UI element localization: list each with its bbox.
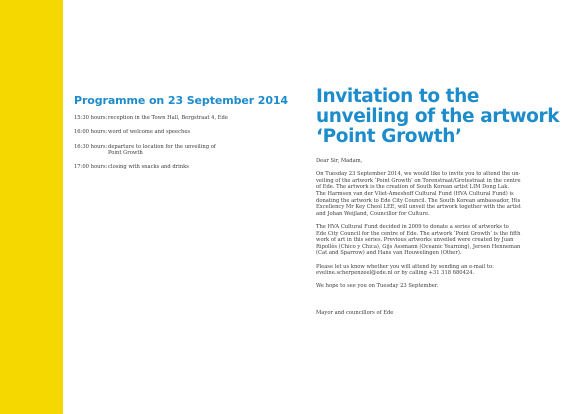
paragraph-fund-series: [316, 223, 521, 257]
programme-item: [74, 164, 274, 171]
invitation-title-line: unveiling of the artwork: [316, 106, 560, 127]
paragraph-line: veiling of the artwork ‘Point Growth’ on Torenstraat/Grotestraat in the centre: [316, 177, 521, 184]
paragraph-line: The HVA Cultural Fund decided in 2009 to donate a series of artworks to: [316, 223, 509, 230]
paragraph-line: work of art in this series. Previous artworks unveiled were created by Juan: [316, 237, 514, 244]
programme-time: 16:00 hours:: [74, 129, 108, 136]
programme-description-line: Point Growth: [108, 150, 143, 157]
programme-title: Programme on 23 September 2014: [74, 94, 288, 107]
salutation: Dear Sir, Madam,: [316, 158, 363, 164]
paragraph-invitation: [316, 171, 521, 217]
programme-description-line: closing with snacks and drinks: [108, 164, 189, 171]
paragraph-line: Ede City Council for the centre of Ede. The artwork ‘Point Growth’ is the fifth: [316, 230, 521, 237]
invitation-section: [316, 86, 560, 323]
paragraph-line: Ripollès (Chico y Chica), Gijs Assmann (Oceanic Yearning), Jeroen Henneman: [316, 243, 521, 250]
paragraph-line: and Johan Weijland, Councillor for Culture.: [316, 210, 430, 217]
paragraph-line: donating the artwork to Ede City Council. The South Korean ambassador, His: [316, 197, 521, 204]
programme-time: 16:30 hours:: [74, 143, 108, 150]
paragraph-line: Please let us know whether you will attend by sending an e-mail to:: [316, 263, 494, 270]
closing-line: We hope to see you on Tuesday 23 September.: [316, 283, 439, 290]
programme-description: [108, 164, 258, 171]
programme-time: 15:30 hours:: [74, 115, 108, 121]
invitation-title-line: Invitation to the: [316, 86, 480, 107]
programme-description-line: departure to location for the unveiling of: [108, 143, 216, 150]
programme-item: [74, 115, 274, 122]
signature: Mayor and councillors of Ede: [316, 309, 394, 316]
programme-description-line: word of welcome and speeches: [108, 129, 191, 136]
paragraph-line: On Tuesday 23 September 2014, we would like to invite you to attend the un-: [316, 171, 521, 178]
programme-description: [108, 115, 258, 122]
paragraph-line: Excellency Mr Key Cheol LEE, will unveil the artwork together with the artist: [316, 204, 521, 211]
programme-time: 17:00 hours:: [74, 164, 108, 171]
invitation-title-line: ‘Point Growth’: [316, 126, 462, 147]
paragraph-line: eveline.scherpenzeel@ede.nl or by calling +31 318 680424.: [316, 270, 475, 277]
paragraph-line: of Ede. The artwork is the creation of South Korean artist LIM Dong Lak.: [316, 184, 510, 191]
paragraph-rsvp: [316, 264, 516, 277]
paragraph-line: (Cat and Sparrow) and Hans van Houwelingen (Other).: [316, 250, 462, 257]
yellow-side-band: [0, 0, 63, 414]
invitation-body: [316, 158, 521, 316]
invitation-title: [316, 86, 560, 147]
paragraph-line: The Harmsen van der Vliet-Ameshoff Cultural Fund (HVA Cultural Fund) is: [316, 190, 514, 197]
programme-item: [74, 129, 274, 136]
programme-description: [108, 129, 258, 136]
programme-item: [74, 144, 274, 157]
programme-description-line: reception in the Town Hall, Bergstraat 4, Ede: [108, 115, 228, 121]
programme-description: [108, 144, 258, 157]
programme-section: [74, 94, 288, 179]
